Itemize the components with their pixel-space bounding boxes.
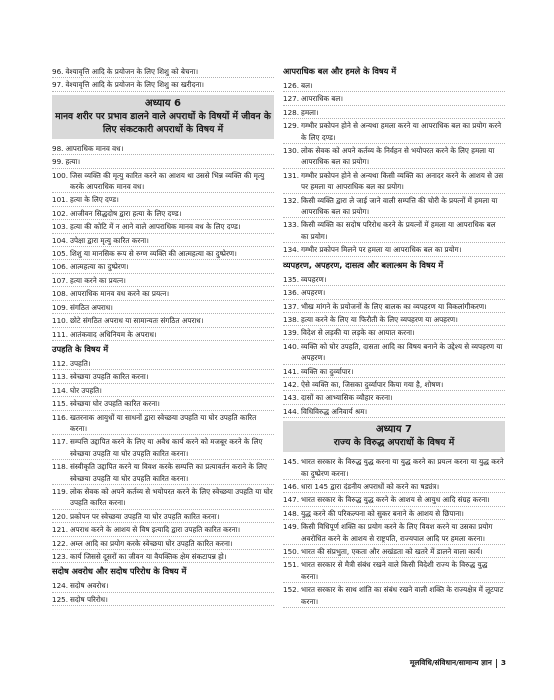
item-number: 104. [52,235,69,245]
item-number: 151. [283,560,300,570]
item-number: 126. [283,81,300,90]
item-number: 140. [283,341,300,351]
footer-divider [496,659,497,668]
item-text: आत्महत्या का दुष्प्रेरण। [70,262,129,272]
item-text: उपेक्षा द्वारा मृत्यु कारित करना। [70,235,149,245]
left-column [52,66,274,607]
item-number: 120. [52,511,69,521]
item-text: भारत सरकार के विरुद्ध युद्ध करना या युद्ध करने का प्रयत्न करना या युद्ध करने का दुष्प्रेरण करना। [301,457,504,478]
entry-list [283,274,505,418]
item-number: 103. [52,222,69,232]
item-text: आतंकवाद अधिनियम के अपराध। [70,329,157,339]
list-item [52,275,274,287]
item-text: छोटे संगठित अपराध या सामान्यतः संगठित अपराध। [70,316,204,326]
item-text: सम्पत्ति उद्दापित करने के लिए या अवैध कार्य करने को मजबूर करने के लिए स्वेच्छया उपहति या घोर उपहति कारित करना। [70,437,263,458]
item-text: युद्ध करने की परिकल्पना को सुकर बनाने के आशय से छिपाना। [301,508,464,518]
item-text: हत्या की कोटि में न आने वाले आपराधिक मानव वध के लिए दण्ड। [70,222,241,232]
item-number: 96. [52,67,64,76]
list-item [283,120,505,144]
item-text: भारत सरकार से मैत्री संबंध रखने वाले किसी विदेशी राज्य के विरुद्ध युद्ध करना। [301,560,488,581]
list-item [283,481,505,493]
list-item [52,194,274,206]
list-item [283,456,505,480]
list-item [283,195,505,219]
list-item [52,398,274,410]
item-number: 125. [52,594,69,604]
item-text: किसी व्यक्ति द्वारा ले जाई जाने वाली सम्पत्ति की चोरी के प्रयत्नों में हमला या आपराधिक बल का प्रयोग। [301,195,498,217]
item-number: 135. [283,274,300,284]
item-text: धारा 145 द्वारा दंडनीय अपराधों को करने का षड्यंत्र। [301,481,440,491]
list-item [52,156,274,168]
list-item [52,235,274,247]
item-number: 130. [283,146,300,156]
item-text: आपराधिक मानव वध। [65,143,124,153]
list-item [52,371,274,383]
list-item [52,461,274,485]
list-item [283,80,505,92]
list-item [52,580,274,592]
list-item [52,436,274,460]
list-item [52,288,274,300]
section-heading: आपराधिक बल और हमले के विषय में [283,66,397,76]
item-text: गम्भीर प्रकोपन होने से अन्यथा किसी व्यक्ति का अनादर करने के आशय से उस पर हमला या आपराधिक बल का प्रयोग। [301,170,504,192]
list-item [52,538,274,550]
item-text: भारत सरकार के साथ शांति का संबंध रखने वाली शक्ति के राज्यक्षेत्र में लूटपाट करना। [301,585,504,606]
item-number: 152. [283,585,300,595]
item-text: किसी विधिपूर्ण शक्ति का प्रयोग करने के लिए विवश करने या उसका प्रयोग अवरोधित करने के आशय से राष्ट्रपति, राज्यपाल आदि पर हमला करना। [301,522,493,543]
item-text: किसी व्यक्ति का सदोष परिरोध करने के प्रयत्नों में हमला या आपराधिक बल का प्रयोग। [301,220,496,241]
right-column [283,66,505,609]
item-number: 108. [52,289,69,299]
list-item [283,366,505,378]
item-text: प्रकोपन पर स्वेच्छया उपहति या घोर उपहति कारित करना। [70,511,220,521]
chapter-7-banner [283,421,505,452]
item-number: 99. [52,157,64,167]
item-number: 98. [52,143,64,153]
item-number: 134. [283,245,300,255]
item-number: 115. [52,399,69,409]
list-item [283,107,505,119]
list-item [52,594,274,606]
item-text: हमला। [301,107,319,117]
item-text: हत्या के लिए दण्ड। [70,195,119,205]
section-heading: उपहति के विषय में [52,343,109,354]
item-text: आपराधिक मानव वध करने का प्रयत्न। [70,289,170,299]
list-item [52,551,274,563]
item-text: दासों का आभ्यासिक व्यौहार करना। [301,393,393,403]
item-number: 113. [52,372,69,382]
list-item [283,145,505,169]
list-item [52,315,274,327]
list-item [52,302,274,314]
item-text: हत्या। [65,157,81,167]
item-text: घोर उपहति। [70,385,102,395]
item-number: 109. [52,302,69,312]
item-number: 122. [52,538,69,548]
list-item [283,584,505,608]
item-number: 136. [283,288,300,298]
item-text: संगठित अपराध। [70,302,113,312]
item-number: 131. [283,170,300,180]
item-number: 148. [283,508,300,518]
item-text: भारत सरकार के विरुद्ध युद्ध करने के आशय से आयुध आदि संग्रह करना। [301,495,490,505]
item-number: 100. [52,170,69,180]
list-item [52,486,274,510]
item-number: 128. [283,107,300,117]
list-item [52,221,274,233]
item-number: 142. [283,379,300,389]
section-heading: सदोष अवरोध और सदोष परिरोध के विषय में [52,566,187,577]
item-text: हत्या करने का प्रयत्न। [70,275,126,285]
entry-list [52,580,274,606]
item-text: वेश्यावृत्ति आदि के प्रयोजन के लिए शिशु का खरीदना। [65,80,204,90]
list-item [283,314,505,326]
item-number: 127. [283,94,300,104]
item-text: अम्ल आदि का प्रयोग करके स्वेच्छया घोर उपहति कारित करना। [70,538,233,548]
item-text: भारत की संप्रभुता, एकता और अखंडता को खतरे में डालने वाला कार्य। [301,547,483,556]
item-number: 112. [52,358,69,368]
item-text: सदोष अवरोध। [70,581,109,591]
list-item [52,208,274,220]
item-text: वेश्यावृत्ति आदि के प्रयोजन के लिए शिशु को बेचना। [65,67,199,76]
list-item [52,412,274,436]
list-item [283,508,505,520]
list-item [283,93,505,105]
list-item [283,219,505,243]
list-item [283,244,505,256]
item-text: लोक सेवक को अपने कर्तव्य के निर्वहन से भयोपरत करने के लिए हमला या आपराधिक बल का प्रयोग। [301,146,495,167]
item-text: व्यक्ति का दुर्व्यापार। [301,366,354,376]
item-number: 123. [52,552,69,561]
item-number: 106. [52,262,69,272]
item-text: स्वेच्छया उपहति कारित करना। [70,372,149,382]
list-item [283,392,505,404]
item-number: 124. [52,581,69,591]
list-item [283,301,505,313]
chapter-number: अध्याय 7 [375,424,413,436]
item-number: 121. [52,525,69,535]
chapter-6-banner [52,95,274,139]
item-number: 110. [52,316,69,326]
item-text: आजीवन सिद्धदोष द्वारा हत्या के लिए दण्ड। [70,208,182,218]
item-number: 145. [283,457,300,467]
chapter-title: मानव शरीर पर प्रभाव डालने वाले अपराधों के विषयों में जीवन के लिए संकटकारी अपराधों के विषय में [55,110,271,135]
list-item [52,511,274,523]
item-number: 129. [283,121,300,131]
item-text: गम्भीर प्रकोपन होने से अन्यथा हमला करने या आपराधिक बल का प्रयोग करने के लिए दण्ड। [301,121,502,142]
list-item [283,406,505,418]
item-number: 150. [283,547,300,556]
item-number: 144. [283,406,300,416]
item-number: 137. [283,301,300,311]
item-number: 102. [52,208,69,218]
item-number: 105. [52,249,69,259]
item-text: व्यक्ति को घोर उपहति, दासता आदि का विषय बनाने के उद्देश्य से व्यपहरण या अपहरण। [301,341,503,363]
item-number: 114. [52,385,69,395]
list-item [52,524,274,536]
list-item [52,143,274,155]
list-item [52,66,274,78]
item-number: 139. [283,328,300,338]
item-text: गम्भीर प्रकोपन मिलने पर हमला या आपराधिक बल का प्रयोग। [301,245,462,255]
item-number: 147. [283,495,300,505]
item-text: शिशु या मानसिक रूप से रुग्ण व्यक्ति की आत्महत्या का दुष्प्रेरण। [70,249,237,259]
item-number: 97. [52,80,64,90]
list-item [283,521,505,545]
item-text: विधिविरुद्ध अनिवार्य श्रम। [301,406,368,416]
item-number: 149. [283,522,300,532]
item-text: खतरनाक आयुधों या साधनों द्वारा स्वेच्छया उपहति या घोर उपहति कारित करना। [70,412,257,433]
item-number: 119. [52,486,69,496]
list-item [52,329,274,341]
item-number: 141. [283,366,300,376]
item-text: संस्वीकृति उद्दापित करने या विवश करके सम्पत्ति का प्रत्यावर्तन कराने के लिए स्वेच्छया उपहति या घोर उपहति कारित करना। [70,462,267,483]
chapter-title: राज्य के विरुद्ध अपराधों के विषय में [333,437,455,449]
entry-list [52,358,274,564]
item-text: व्यपहरण। [301,274,327,284]
list-item [283,287,505,299]
item-number: 107. [52,275,69,285]
item-text: ऐसे व्यक्ति का, जिसका दुर्व्यापार किया गया है, शोषण। [301,379,444,389]
list-item [283,494,505,506]
item-text: हत्या करने के लिए या फिरौती के लिए व्यपहरण या अपहरण। [301,314,458,324]
footer-subject: मूलविधि/संविधान/सामान्य ज्ञान [409,658,492,667]
item-text: उपहति। [70,358,91,368]
item-text: बल। [301,81,313,90]
item-text: जिस व्यक्ति की मृत्यु कारित करने का आशय था उससे भिन्न व्यक्ति की मृत्यु करके आपराधिक मानव वध। [70,170,265,192]
item-number: 143. [283,393,300,403]
item-number: 117. [52,437,69,447]
entry-list [283,80,505,257]
list-item [283,379,505,391]
entry-list [52,66,274,92]
item-text: सदोष परिरोध। [70,594,108,604]
page-number: 3 [500,658,506,667]
item-number: 146. [283,481,300,491]
list-item [52,358,274,370]
list-item [283,341,505,365]
item-number: 116. [52,412,69,422]
item-text: अपराध करने के आशय से विष इत्यादि द्वारा उपहति कारित करना। [70,525,241,535]
item-text: विदेश से लड़की या लड़के का आयात करना। [301,328,415,338]
item-text: लोक सेवक को अपने कर्तव्य से भयोपरत करने के लिए स्वेच्छया उपहति या घोर उपहति कारित करना। [70,486,273,508]
list-item [52,79,274,91]
chapter-number: अध्याय 6 [144,97,182,109]
list-item [283,546,505,558]
item-text: आपराधिक बल। [301,94,344,104]
list-item [283,559,505,583]
item-number: 101. [52,195,69,205]
page-footer [410,658,506,668]
item-number: 132. [283,195,300,205]
entry-list [283,456,505,608]
item-text: कार्य जिससे दूसरों का जीवन या वैयक्तिक क्षेम संकटापन्न हो। [70,552,227,561]
list-item [52,385,274,397]
list-item [52,248,274,260]
list-item [52,170,274,194]
list-item [283,170,505,194]
item-text: भीख मांगने के प्रयोजनों के लिए बालक का व्यपहरण या विकलांगीकरण। [301,301,487,311]
item-number: 118. [52,462,69,472]
section-heading: व्यपहरण, अपहरण, दासत्व और बलात्श्रम के विषय में [283,259,444,270]
item-number: 138. [283,314,300,324]
list-item [283,327,505,339]
item-text: अपहरण। [301,288,326,298]
list-item [283,274,505,286]
item-number: 111. [52,329,69,339]
item-number: 133. [283,220,300,230]
list-item [52,261,274,273]
entry-list [52,143,274,341]
item-text: स्वेच्छया घोर उपहति कारित करना। [70,399,160,409]
